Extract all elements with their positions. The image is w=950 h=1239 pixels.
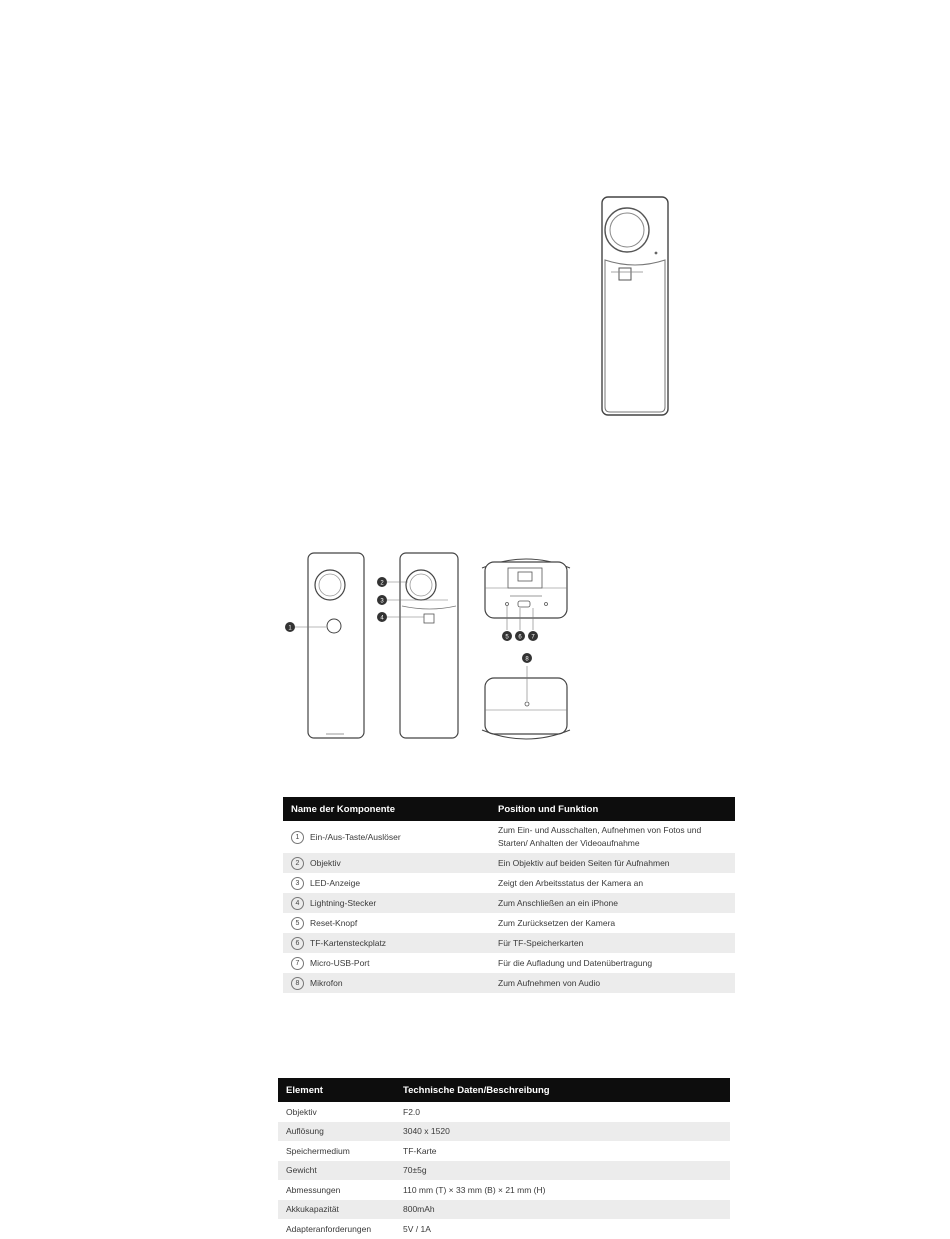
item-number: 1 <box>291 831 304 844</box>
column-header-position-function: Position und Funktion <box>490 797 735 821</box>
camera-product-illustration <box>595 192 705 422</box>
spec-value: 5V / 1A <box>403 1223 431 1234</box>
component-name-cell <box>283 873 490 893</box>
component-name-cell <box>283 893 490 913</box>
components-table <box>283 797 735 993</box>
component-name-cell <box>283 973 490 993</box>
callout-7 <box>528 631 538 641</box>
table-row <box>283 873 735 893</box>
svg-text:7: 7 <box>531 634 535 641</box>
camera-side-view <box>386 553 458 738</box>
component-function: Zum Anschließen an ein iPhone <box>490 893 735 913</box>
spec-value: TF-Karte <box>403 1145 437 1156</box>
component-name: Ein-/Aus-Taste/Auslöser <box>310 831 401 842</box>
spec-element: Abmessungen <box>286 1184 341 1195</box>
camera-top-view <box>482 666 570 739</box>
table-row <box>278 1200 730 1220</box>
component-function: Zum Zurücksetzen der Kamera <box>498 918 616 928</box>
table-row <box>278 1161 730 1181</box>
table-row <box>283 853 735 873</box>
spec-element: Adapteranforderungen <box>286 1223 372 1234</box>
camera-front-view <box>294 553 364 738</box>
spec-value: 110 mm (T) × 33 mm (B) × 21 mm (H) <box>403 1184 546 1195</box>
component-name: Objektiv <box>310 857 341 868</box>
svg-text:8: 8 <box>525 656 529 663</box>
specs-table-header <box>278 1078 730 1102</box>
component-function: Zeigt den Arbeitsstatus der Kamera an <box>498 878 644 888</box>
component-name-cell <box>283 821 490 853</box>
item-number: 8 <box>291 977 304 990</box>
item-number: 3 <box>291 877 304 890</box>
components-table-header <box>283 797 735 821</box>
svg-text:6: 6 <box>518 634 522 641</box>
camera-bottom-view <box>482 559 570 630</box>
item-number: 2 <box>291 857 304 870</box>
callout-6 <box>515 631 525 641</box>
spec-value: F2.0 <box>403 1106 421 1117</box>
table-row <box>283 821 735 853</box>
spec-element: Auflösung <box>278 1122 395 1142</box>
column-header-spec: Technische Daten/Beschreibung <box>395 1078 730 1102</box>
callout-2 <box>377 577 387 587</box>
table-row <box>278 1122 730 1142</box>
component-name-cell <box>283 913 490 933</box>
component-function: Ein Objektiv auf beiden Seiten für Aufnahmen <box>490 853 735 873</box>
item-number: 5 <box>291 917 304 930</box>
callout-3 <box>377 595 387 605</box>
specs-table <box>278 1078 730 1239</box>
svg-text:1: 1 <box>288 625 292 632</box>
table-row <box>278 1180 730 1200</box>
component-name: Mikrofon <box>310 977 343 988</box>
svg-text:2: 2 <box>380 580 384 587</box>
component-function: Für die Aufladung und Datenübertragung <box>498 958 653 968</box>
component-name-cell <box>283 853 490 873</box>
spec-value: 800mAh <box>395 1200 730 1220</box>
spec-value: 70±5g <box>395 1161 730 1181</box>
callout-5 <box>502 631 512 641</box>
component-name: LED-Anzeige <box>310 877 361 888</box>
component-name: Reset-Knopf <box>310 917 358 928</box>
svg-text:3: 3 <box>380 598 384 605</box>
item-number: 4 <box>291 897 304 910</box>
item-number: 7 <box>291 957 304 970</box>
table-row <box>283 893 735 913</box>
table-row <box>283 933 735 953</box>
svg-text:5: 5 <box>505 634 509 641</box>
item-number: 6 <box>291 937 304 950</box>
component-function: Für TF-Speicherkarten <box>490 933 735 953</box>
component-function: Zum Aufnehmen von Audio <box>490 973 735 993</box>
table-row <box>283 973 735 993</box>
table-row <box>278 1141 730 1161</box>
svg-text:4: 4 <box>380 615 384 622</box>
component-diagram <box>280 548 580 743</box>
table-row <box>283 913 735 933</box>
column-header-component-name: Name der Komponente <box>283 797 490 821</box>
column-header-element: Element <box>278 1078 395 1102</box>
callout-1 <box>285 622 295 632</box>
spec-element: Akkukapazität <box>278 1200 395 1220</box>
callout-8 <box>522 653 532 663</box>
callout-4 <box>377 612 387 622</box>
table-row <box>283 953 735 973</box>
component-name-cell <box>283 933 490 953</box>
spec-element: Speichermedium <box>286 1145 350 1156</box>
component-name: TF-Kartensteckplatz <box>310 937 387 948</box>
component-name-cell <box>283 953 490 973</box>
component-function: Zum Ein- und Ausschalten, Aufnehmen von Fotos und Starten/ Anhalten der Videoaufnahme <box>498 825 702 848</box>
spec-value: 3040 x 1520 <box>395 1122 730 1142</box>
table-row <box>278 1102 730 1122</box>
spec-element: Gewicht <box>278 1161 395 1181</box>
component-name: Lightning-Stecker <box>310 897 377 908</box>
component-name: Micro-USB-Port <box>310 957 370 968</box>
spec-element: Objektiv <box>286 1106 317 1117</box>
